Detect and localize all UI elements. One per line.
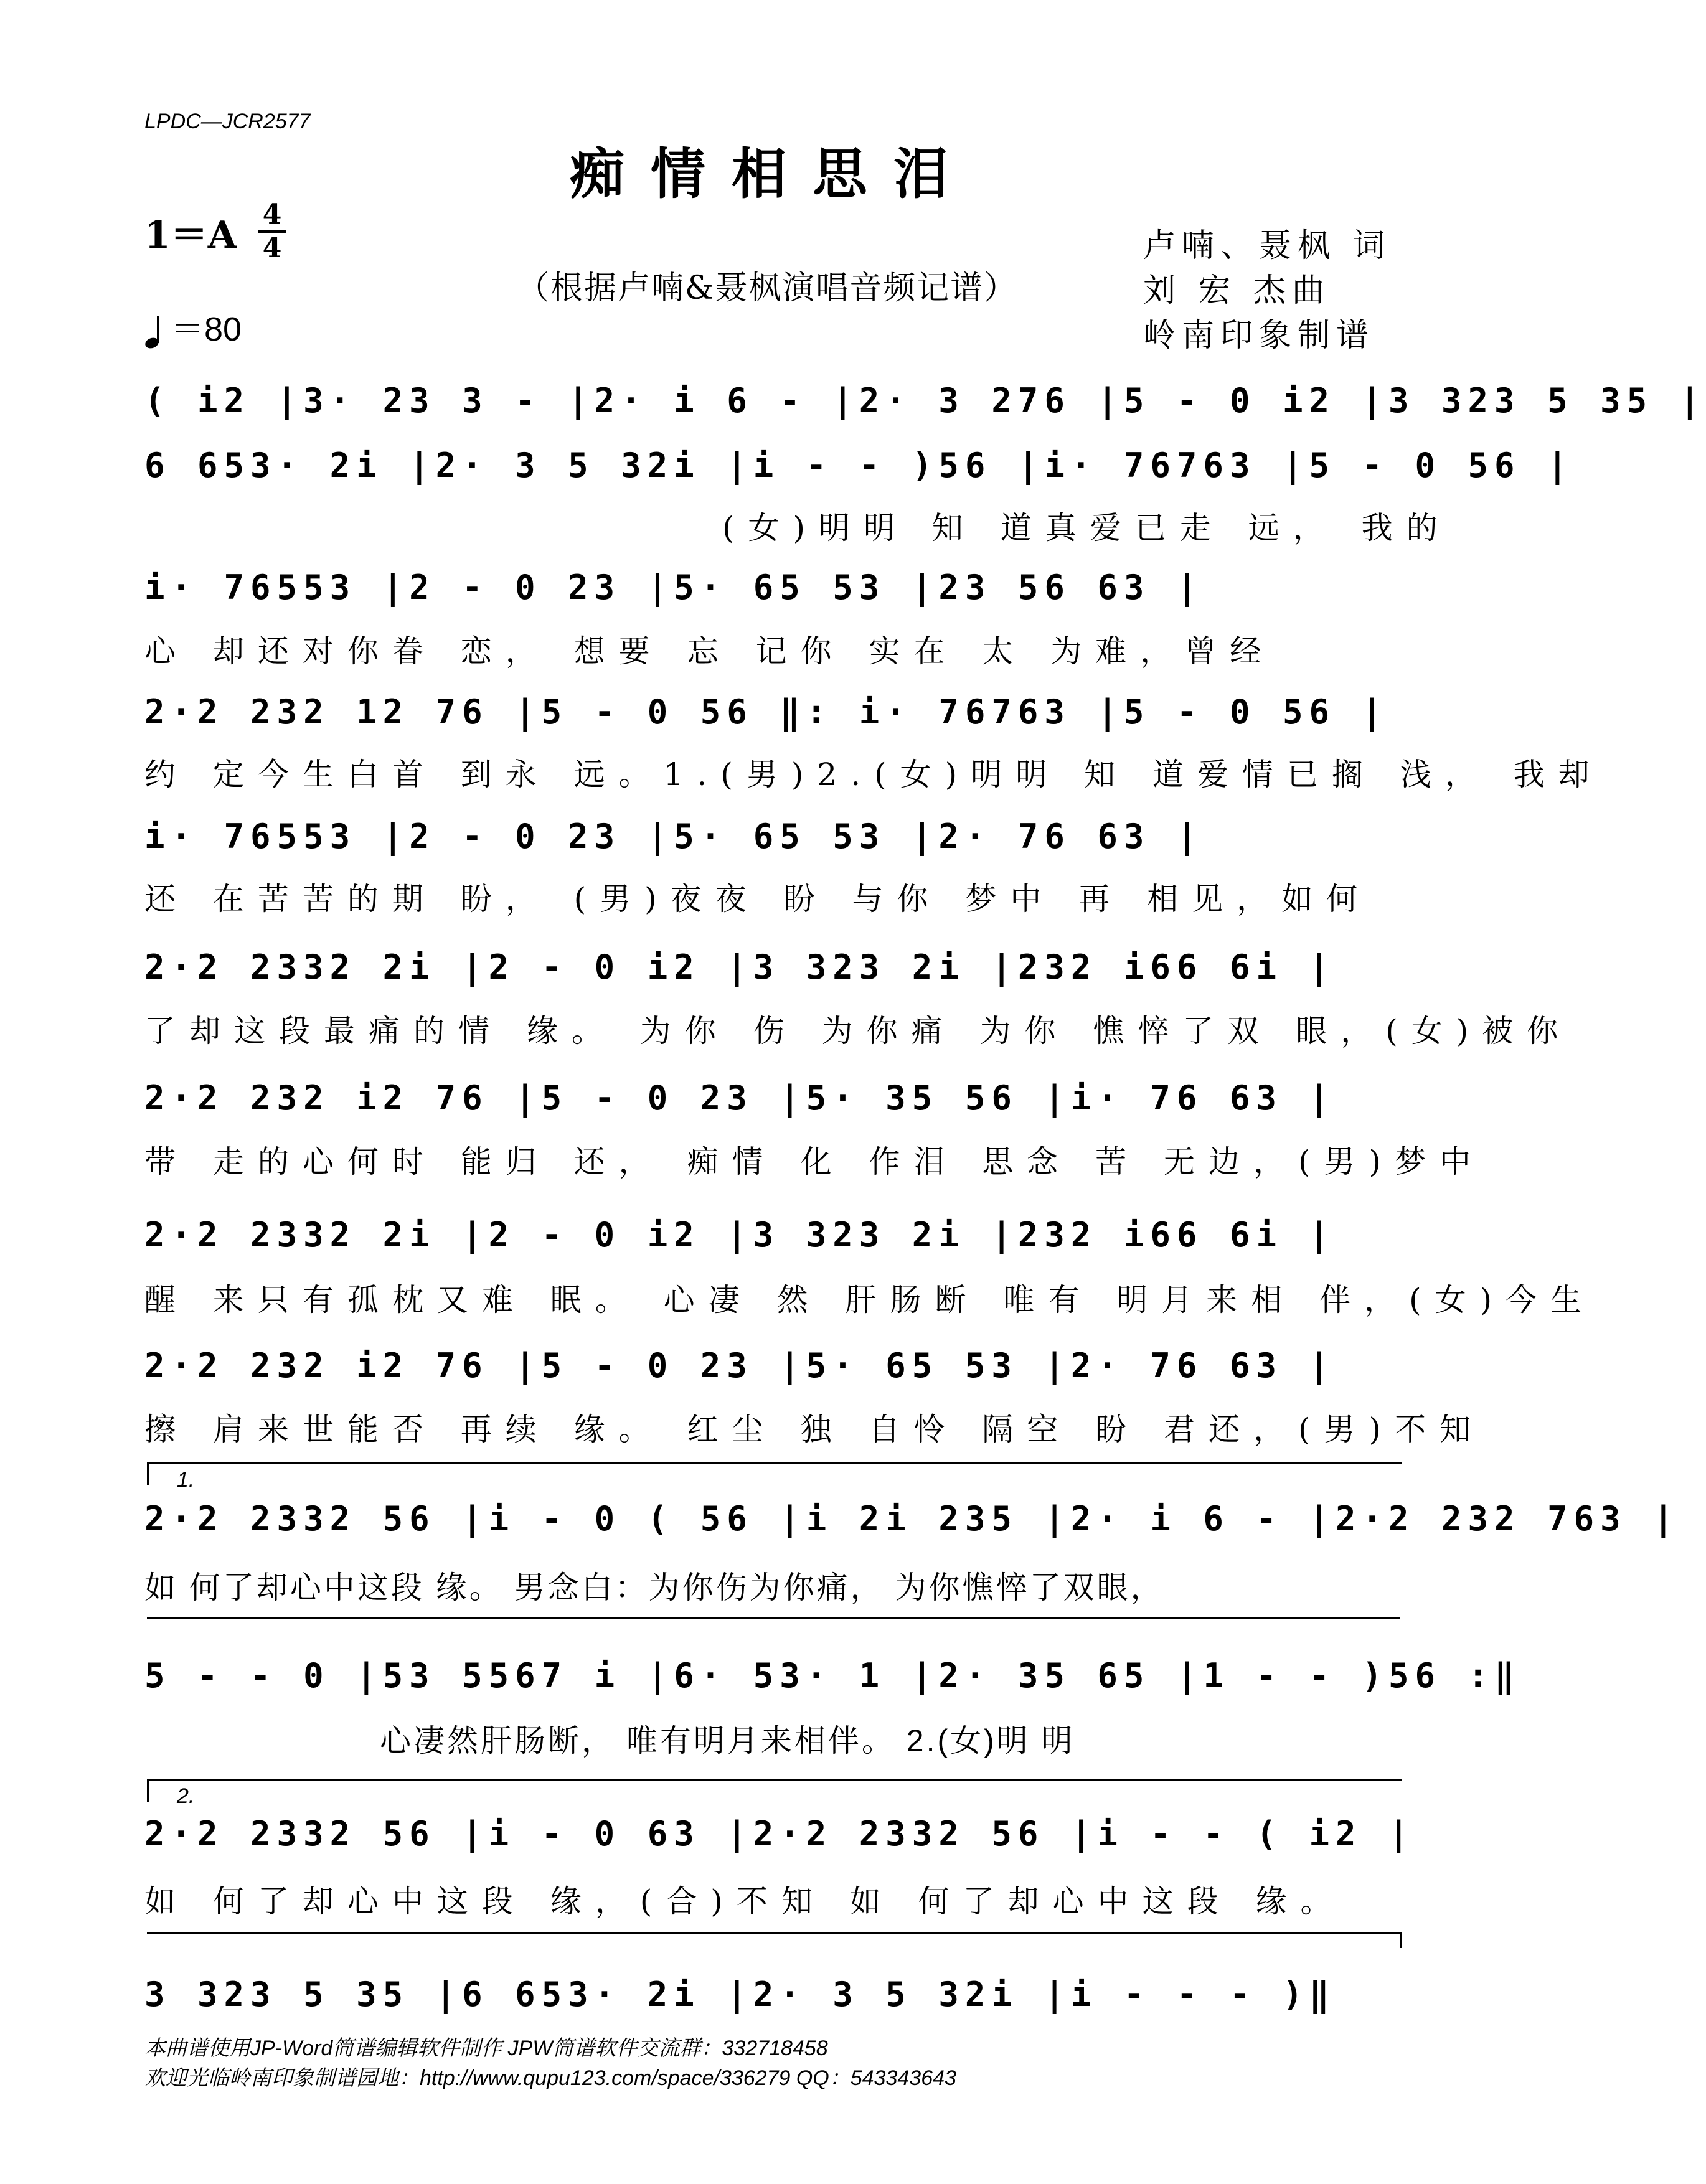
lyrics-row-12: 如 何了却心中这段 缘，(合)不知 如 何了却心中这段 缘。 [144, 1883, 1345, 1919]
notation-row-1: ( i2 |3· 23 3 - |2· i 6 - |2· 3 276 |5 - 0 i2 |3 323 5 35 | [144, 381, 1706, 420]
volta-1-end-line [147, 1617, 1400, 1633]
lyrics-row-7: 带 走的心何时 能归 还， 痴情 化 作泪 思念 苦 无边，(男)梦中 [144, 1144, 1485, 1180]
lyrics-row-5: 还 在苦苦的期 盼， (男)夜夜 盼 与你 梦中 再 相见，如何 [144, 881, 1372, 917]
notation-row-5: i· 76553 |2 - 0 23 |5· 65 53 |2· 76 63 | [144, 817, 1204, 856]
notation-row-10: 2·2 2332 56 |i - 0 ( 56 |i 2i 235 |2· i 6 - |2·2 232 763 | [144, 1499, 1680, 1538]
lyrics-row-9: 擦 肩来世能否 再续 缘。 红尘 独 自怜 隔空 盼 君还，(男)不知 [144, 1411, 1485, 1447]
volta-2-end-line [147, 1932, 1402, 1948]
time-signature-bottom: 4 [262, 232, 282, 264]
lyrics-row-3: 心 却还对你眷 恋， 想要 忘 记你 实在 太 为难，曾经 [144, 633, 1275, 669]
footer-software-note: 本曲谱使用JP-Word简谱编辑软件制作 JPW简谱软件交流群：332718458 [144, 2036, 828, 2060]
notation-row-6: 2·2 2332 2i |2 - 0 i2 |3 323 2i |232 i66 6i | [144, 948, 1336, 987]
lyrics-row-8: 醒 来只有孤枕又难 眠。 心凄 然 肝肠断 唯有 明月来相 伴，(女)今生 [144, 1282, 1596, 1318]
song-title: 痴情相思泪 [569, 141, 974, 206]
time-signature [258, 200, 286, 263]
notation-row-13: 3 323 5 35 |6 653· 2i |2· 3 5 32i |i - - - )‖ [144, 1975, 1336, 2014]
tempo-marking [144, 303, 242, 351]
notation-row-8: 2·2 2332 2i |2 - 0 i2 |3 323 2i |232 i66 6i | [144, 1215, 1336, 1254]
notation-row-3: i· 76553 |2 - 0 23 |5· 65 53 |23 56 63 | [144, 568, 1204, 607]
time-signature-top: 4 [262, 199, 282, 230]
transcriber-credit: 岭南印象制谱 [1143, 317, 1375, 354]
notation-row-12: 2·2 2332 56 |i - 0 63 |2·2 2332 56 |i - - ( i2 | [144, 1814, 1415, 1853]
lyrics-row-4: 约 定今生白首 到永 远。1.(男)2.(女)明明 知 道爱情已搁 浅， 我却 [144, 756, 1603, 793]
key-signature: 1＝A [144, 214, 237, 257]
lyrics-row-11: 心凄然肝肠断， 唯有明月来相伴。 2.(女)明 明 [380, 1723, 1075, 1758]
quarter-note-icon [144, 314, 163, 349]
notation-row-11: 5 - - 0 |53 5567 i |6· 53· 1 |2· 35 65 |1 - - )56 :‖ [144, 1656, 1521, 1695]
notation-row-7: 2·2 232 i2 76 |5 - 0 23 |5· 35 56 |i· 76 63 | [144, 1078, 1336, 1118]
lyrics-row-10: 如 何了却心中这段 缘。 男念白：为你伤为你痛， 为你憔悴了双眼， [144, 1570, 1164, 1605]
footer-website-note: 欢迎光临岭南印象制谱园地：http://www.qupu123.com/space/336279 QQ：543343643 [144, 2066, 956, 2090]
composer-credit: 刘 宏 杰曲 [1143, 272, 1331, 309]
transcription-note: （根据卢喃&聂枫演唱音频记谱） [517, 270, 1018, 307]
lyricist-credit: 卢喃、聂枫 词 [1143, 227, 1392, 265]
volta-label-2: 2. [177, 1784, 195, 1808]
tempo-value: ＝80 [171, 311, 242, 348]
lyrics-row-2: (女)明明 知 道真爱已走 远， 我的 [722, 510, 1451, 546]
volta-bracket-1 [147, 1462, 1402, 1485]
score-code: LPDC—JCR2577 [144, 110, 311, 133]
volta-label-1: 1. [177, 1468, 195, 1492]
lyrics-row-6: 了却这段最痛的情 缘。 为你 伤 为你痛 为你 憔悴了双 眼，(女)被你 [144, 1013, 1572, 1049]
volta-bracket-2 [147, 1779, 1402, 1802]
notation-row-9: 2·2 232 i2 76 |5 - 0 23 |5· 65 53 |2· 76 63 | [144, 1346, 1336, 1385]
notation-row-2: 6 653· 2i |2· 3 5 32i |i - - )56 |i· 76763 |5 - 0 56 | [144, 446, 1574, 485]
notation-row-4: 2·2 232 12 76 |5 - 0 56 ‖: i· 76763 |5 - 0 56 | [144, 692, 1389, 732]
